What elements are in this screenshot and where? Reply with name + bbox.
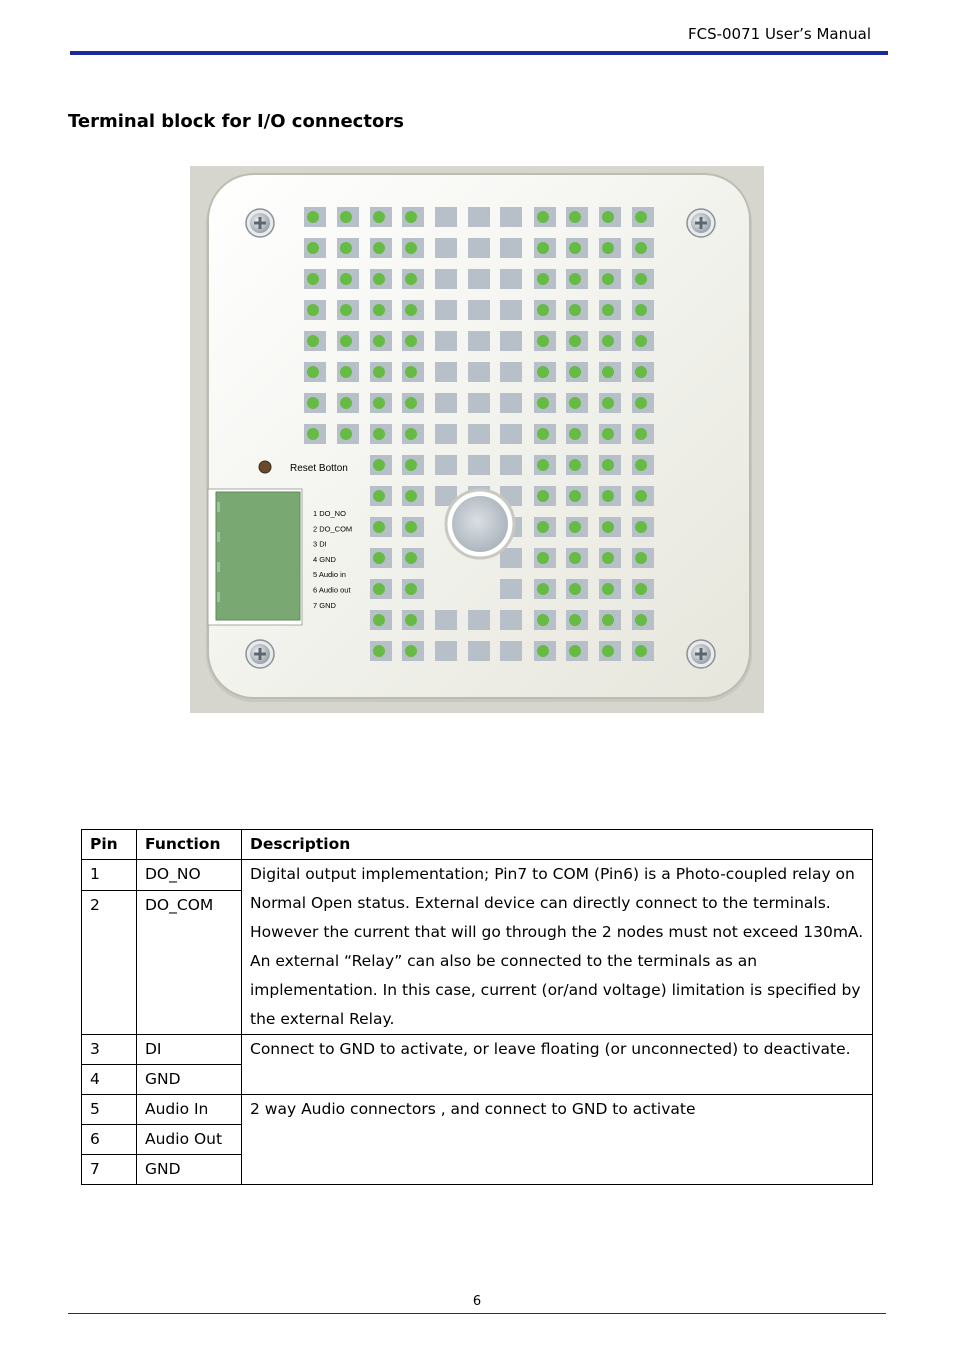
cell-pin: 7 (82, 1155, 137, 1185)
vent-dot (635, 490, 647, 502)
vent-dot (537, 211, 549, 223)
vent-dot (602, 428, 614, 440)
vent-dot (602, 304, 614, 316)
cell-description-do: Digital output implementation; Pin7 to COM (Pin6) is a Photo-coupled relay on Normal Open status. External device can directly connect to the terminals. However the current that will go through the 2 nodes must not exceed 130mA. An external “Relay” can also be connected to the terminals as an implementation. In this case, current (or/and voltage) limitation is specified by the external Relay. (242, 860, 873, 1035)
vent-dot (537, 459, 549, 471)
pin-label: 4 GND (313, 554, 336, 564)
vent-dot (373, 397, 385, 409)
pin-label: 1 DO_NO (313, 509, 346, 518)
vent-dot (635, 242, 647, 254)
vent-dot (405, 211, 417, 223)
screw-bottom-right (687, 640, 715, 668)
vent-dot (537, 304, 549, 316)
vent-hole (500, 269, 522, 289)
vent-dot (569, 521, 581, 533)
vent-dot (340, 397, 352, 409)
vent-dot (340, 304, 352, 316)
vent-dot (537, 397, 549, 409)
cell-pin: 4 (82, 1065, 137, 1095)
vent-hole (468, 393, 490, 413)
vent-hole (500, 424, 522, 444)
vent-dot (373, 428, 385, 440)
section-heading: Terminal block for I/O connectors (68, 111, 404, 132)
vent-hole (468, 610, 490, 630)
pin-label: 5 Audio in (313, 570, 346, 580)
vent-hole (500, 362, 522, 382)
vent-dot (537, 242, 549, 254)
vent-dot (569, 242, 581, 254)
vent-hole (500, 238, 522, 258)
vent-dot (405, 304, 417, 316)
lens-inner (452, 496, 508, 552)
vent-dot (569, 366, 581, 378)
vent-dot (340, 242, 352, 254)
pin-table (81, 829, 873, 1185)
vent-dot (405, 645, 417, 657)
vent-dot (405, 335, 417, 347)
vent-dot (340, 428, 352, 440)
table-row (82, 860, 873, 891)
vent-dot (405, 552, 417, 564)
vent-dot (307, 335, 319, 347)
vent-dot (340, 335, 352, 347)
vent-hole (500, 610, 522, 630)
cell-description-di: Connect to GND to activate, or leave floating (or unconnected) to deactivate. (242, 1035, 873, 1095)
vent-dot (307, 428, 319, 440)
terminal-block (216, 492, 300, 620)
vent-dot (569, 459, 581, 471)
vent-dot (537, 428, 549, 440)
cell-description-audio: 2 way Audio connectors , and connect to GND to activate (242, 1095, 873, 1185)
header-description: Description (242, 830, 873, 860)
vent-dot (405, 273, 417, 285)
vent-dot (537, 521, 549, 533)
vent-dot (537, 366, 549, 378)
vent-dot (602, 521, 614, 533)
vent-hole (435, 641, 457, 661)
vent-dot (635, 304, 647, 316)
pin-label: 7 GND (313, 600, 336, 610)
screw-top-right (687, 209, 715, 237)
vent-dot (569, 552, 581, 564)
vent-dot (373, 242, 385, 254)
vent-hole (500, 548, 522, 568)
header-title: FCS-0071 User’s Manual (687, 25, 871, 43)
cell-function: Audio Out (137, 1125, 242, 1155)
table-row (82, 1035, 873, 1065)
vent-dot (537, 490, 549, 502)
vent-dot (307, 242, 319, 254)
vent-dot (405, 428, 417, 440)
vent-dot (635, 211, 647, 223)
vent-hole (468, 207, 490, 227)
vent-dot (307, 304, 319, 316)
vent-hole (468, 455, 490, 475)
header-pin: Pin (82, 830, 137, 860)
vent-dot (569, 614, 581, 626)
vent-dot (569, 490, 581, 502)
cell-function: DO_NO (137, 860, 242, 891)
cell-function: Audio In (137, 1095, 242, 1125)
vent-dot (635, 552, 647, 564)
vent-hole (500, 393, 522, 413)
vent-dot (635, 521, 647, 533)
pin-label: 3 DI (313, 539, 327, 549)
vent-dot (405, 459, 417, 471)
vent-dot (307, 397, 319, 409)
pin-label: 6 Audio out (313, 585, 351, 595)
vent-hole (500, 300, 522, 320)
vent-dot (602, 490, 614, 502)
vent-dot (569, 211, 581, 223)
footer-rule (68, 1313, 886, 1314)
vent-dot (569, 335, 581, 347)
vent-dot (602, 366, 614, 378)
vent-dot (340, 211, 352, 223)
table-header-row (82, 830, 873, 860)
cell-function: GND (137, 1155, 242, 1185)
header-function: Function (137, 830, 242, 860)
vent-hole (500, 207, 522, 227)
vent-hole (468, 424, 490, 444)
cell-pin: 1 (82, 860, 137, 891)
vent-dot (569, 645, 581, 657)
vent-dot (635, 335, 647, 347)
vent-dot (602, 211, 614, 223)
vent-dot (635, 273, 647, 285)
vent-dot (537, 614, 549, 626)
vent-dot (373, 552, 385, 564)
cell-pin: 6 (82, 1125, 137, 1155)
vent-hole (468, 238, 490, 258)
vent-dot (373, 335, 385, 347)
vent-dot (373, 490, 385, 502)
vent-dot (405, 521, 417, 533)
table-row (82, 1095, 873, 1125)
vent-hole (435, 455, 457, 475)
vent-dot (602, 583, 614, 595)
vent-dot (635, 459, 647, 471)
vent-dot (373, 211, 385, 223)
pin-label: 2 DO_COM (313, 524, 353, 534)
device-svg (190, 166, 764, 713)
vent-dot (569, 397, 581, 409)
vent-dot (602, 552, 614, 564)
vent-dot (537, 273, 549, 285)
vent-hole (435, 362, 457, 382)
vent-dot (405, 614, 417, 626)
vent-dot (569, 583, 581, 595)
vent-dot (307, 273, 319, 285)
vent-dot (307, 211, 319, 223)
screw-bottom-left (246, 640, 274, 668)
vent-dot (537, 552, 549, 564)
reset-button (259, 461, 271, 473)
vent-dot (635, 428, 647, 440)
vent-dot (307, 366, 319, 378)
vent-hole (468, 641, 490, 661)
vent-dot (635, 645, 647, 657)
vent-dot (602, 397, 614, 409)
vent-dot (537, 335, 549, 347)
vent-hole (435, 393, 457, 413)
vent-dot (405, 242, 417, 254)
vent-dot (373, 273, 385, 285)
cell-function: DO_COM (137, 891, 242, 1035)
vent-dot (405, 397, 417, 409)
vent-hole (435, 331, 457, 351)
vent-dot (635, 366, 647, 378)
vent-hole (468, 331, 490, 351)
vent-dot (569, 273, 581, 285)
device-illustration (190, 166, 764, 713)
cell-pin: 2 (82, 891, 137, 1035)
cell-function: DI (137, 1035, 242, 1065)
vent-hole (435, 424, 457, 444)
vent-dot (635, 397, 647, 409)
vent-hole (435, 610, 457, 630)
vent-dot (405, 366, 417, 378)
vent-hole (500, 455, 522, 475)
cell-pin: 5 (82, 1095, 137, 1125)
vent-dot (602, 614, 614, 626)
vent-dot (340, 273, 352, 285)
vent-dot (373, 304, 385, 316)
vent-dot (569, 428, 581, 440)
vent-dot (635, 583, 647, 595)
vent-dot (537, 583, 549, 595)
vent-dot (373, 645, 385, 657)
header-rule (70, 51, 888, 55)
vent-dot (373, 459, 385, 471)
vent-dot (635, 614, 647, 626)
vent-hole (435, 300, 457, 320)
vent-hole (500, 579, 522, 599)
vent-hole (468, 300, 490, 320)
vent-hole (435, 269, 457, 289)
vent-hole (468, 362, 490, 382)
vent-hole (468, 269, 490, 289)
vent-hole (500, 641, 522, 661)
screw-top-left (246, 209, 274, 237)
vent-hole (435, 238, 457, 258)
vent-hole (500, 331, 522, 351)
vent-dot (537, 645, 549, 657)
vent-dot (405, 490, 417, 502)
vent-dot (373, 583, 385, 595)
vent-dot (602, 335, 614, 347)
vent-dot (602, 242, 614, 254)
page-number: 6 (472, 1294, 482, 1309)
reset-label: Reset Botton (290, 463, 348, 474)
vent-dot (373, 366, 385, 378)
vent-dot (602, 273, 614, 285)
vent-dot (569, 304, 581, 316)
vent-dot (602, 459, 614, 471)
vent-dot (602, 645, 614, 657)
vent-dot (405, 583, 417, 595)
cell-pin: 3 (82, 1035, 137, 1065)
vent-dot (340, 366, 352, 378)
vent-dot (373, 521, 385, 533)
vent-dot (373, 614, 385, 626)
vent-hole (435, 207, 457, 227)
cell-function: GND (137, 1065, 242, 1095)
